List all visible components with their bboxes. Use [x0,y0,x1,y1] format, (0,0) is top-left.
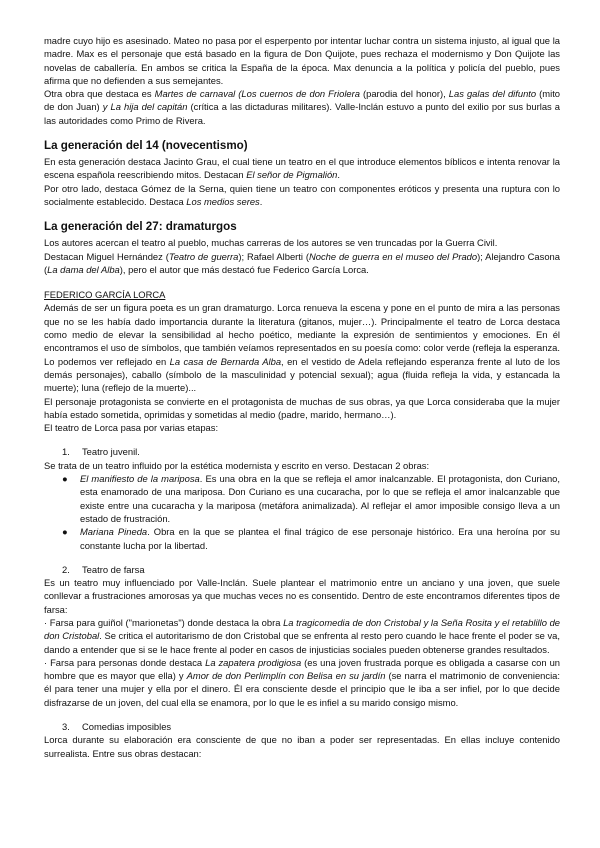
stage-2-paragraph-1: Es un teatro muy influenciado por Valle-Inclán. Suele plantear el matrimonio entre un anciano y una joven, que suele conllevar a frustraciones amorosas ya que muchas veces no es consentido. Dentro de este encontramos diferentes tipos de farsa: [44,577,560,615]
gen14-paragraph-2: Por otro lado, destaca Gómez de la Serna, quien tiene un teatro con componentes eróticos y presenta una ruptura con lo socialmente establecido. Destaca Los medios seres. [44,182,560,207]
stage-1-list [44,472,560,552]
gen27-paragraph-2: Destacan Miguel Hernández (Teatro de guerra); Rafael Alberti (Noche de guerra en el museo del Prado); Alejandro Casona (La dama del Alba), pero el autor que más destacó fue Federico García Lorca. [44,250,560,275]
list-item: ● El manifiesto de la mariposa. Es una obra en la que se refleja el amor inalcanzable. El protagonista, don Curiano, esta enamorado de una mariposa. Don Curiano es una cucaracha, por lo que se refleja el amor inalcanzable que existe entre una cucaracha y la mariposa (metáfora animalizada). Al reflejar el amor imposible consigo lleva a un estado de frustración. [62,473,560,524]
lorca-heading: FEDERICO GARCÍA LORCA [44,289,166,301]
list-item: ● Mariana Pineda. Obra en la que se plantea el final trágico de ese personaje histórico. Era una heroína por su constante lucha por la libertad. [62,526,560,551]
stage-1-heading: 1. Teatro juvenil. [62,446,140,458]
document-page [44,34,560,760]
gen14-paragraph-1: En esta generación destaca Jacinto Grau, el cual tiene un teatro en el que introduce elementos bíblicos e intenta renovar la escena española reescribiendo mitos. Destacan El señor de Pigmalión. [44,156,560,181]
stage-3-heading: 3. Comedias imposibles [62,721,172,733]
gen27-paragraph-1: Los autores acercan el teatro al pueblo, muchas carreras de los autores se ven truncadas por la Guerra Civil. [44,237,498,249]
stage-2-paragraph-3: · Farsa para personas donde destaca La zapatera prodigiosa (es una joven frustrada porque es obligada a casarse con un hombre que es mayor que ella) y Amor de don Perlimplín con Belisa en su jardín (se narra el matrimonio de conveniencia: él para tener una mujer y ella por el dinero. Él era consciente desde el principio que le iba a ser infiel, por lo que decide disfrazarse de un joven, del cual ella se enamora, por lo que le es infiel a su marido consigo mismo. [44,656,561,708]
lorca-paragraph-2: El personaje protagonista se convierte en el protagonista de muchas de sus obras, ya que Lorca consideraba que la mujer había estado sometida, oprimidas y sometidas al medio (padre, marido, hermano…). [44,395,560,420]
stage-1-intro: Se trata de un teatro influido por la estética modernista y escrito en verso. Destacan 2 obras: [44,459,430,471]
stage-2-paragraph-2: · Farsa para guiñol ("marionetas") donde destaca la obra La tragicomedia de don Cristobal y la Seña Rosita y el retablillo de don Cristobal. Se critica el autoritarismo de don Cristobal que se enfrenta al resto pero cuando le hace frente el poder se va, dando a entender que si se le hace frente al poder en casos de injusticias sociales pueden obtenerse grandes resultados. [44,616,560,655]
section-heading-gen27: La generación del 27: dramaturgos [44,220,237,234]
stage-3-paragraph-1: Lorca durante su elaboración era consciente de que no iban a poder ser representadas. En ellas incluye contenido surrealista. Entre sus obras destacan: [44,734,560,759]
stage-2-heading: 2. Teatro de farsa [62,563,145,575]
intro-paragraph-1: madre cuyo hijo es asesinado. Mateo no pasa por el esperpento por intentar luchar contra un sistema injusto, al igual que la madre. Max es el personaje que está basado en la figura de Don Quijote, pues rechaza el modernismo y Don Quijote las novelas de caballería. En ambos se critica la España de la época. Max denuncia a la política y policía del pueblo, pues afirma que no defienden a sus semejantes. [44,35,560,86]
lorca-paragraph-1: Además de ser un figura poeta es un gran dramaturgo. Lorca renueva la escena y pone en el punto de mira a las personas que no se les había dado importancia durante la literatura (gitanos, mujer…). Principalmente el teatro de Lorca destaca como medio de elevar la sensibilidad al hecho poético, mediante la expresión de sentimientos y emociones. En él encontramos el uso de símbolos, que también veíamos representados en su poesía como: color verde (refleja la esperanza. Lo podemos ver reflejado en La casa de Bernarda Alba, en el vestido de Adela reflejando esperanza frente al luto de los demás personajes), caballo (símbolo de la masculinidad y potencial sexual); agua (fluida refleja la vida, y estancada la muerte); luna (reflejo de la muerte)... [44,302,560,394]
intro-paragraph-2: Otra obra que destaca es Martes de carnaval (Los cuernos de don Friolera (parodia del honor), Las galas del difunto (mito de don Juan) y La hija del capitán (crítica a las dictaduras militares). Valle-Inclán estuvo a punto del exilio por sus burlas a las autoridades como Primo de Rivera. [44,88,561,126]
section-heading-gen14: La generación del 14 (novecentismo) [44,139,248,153]
bullet-icon: ● [62,473,68,485]
lorca-paragraph-3: El teatro de Lorca pasa por varias etapas: [44,422,219,434]
bullet-icon: ● [62,526,68,538]
